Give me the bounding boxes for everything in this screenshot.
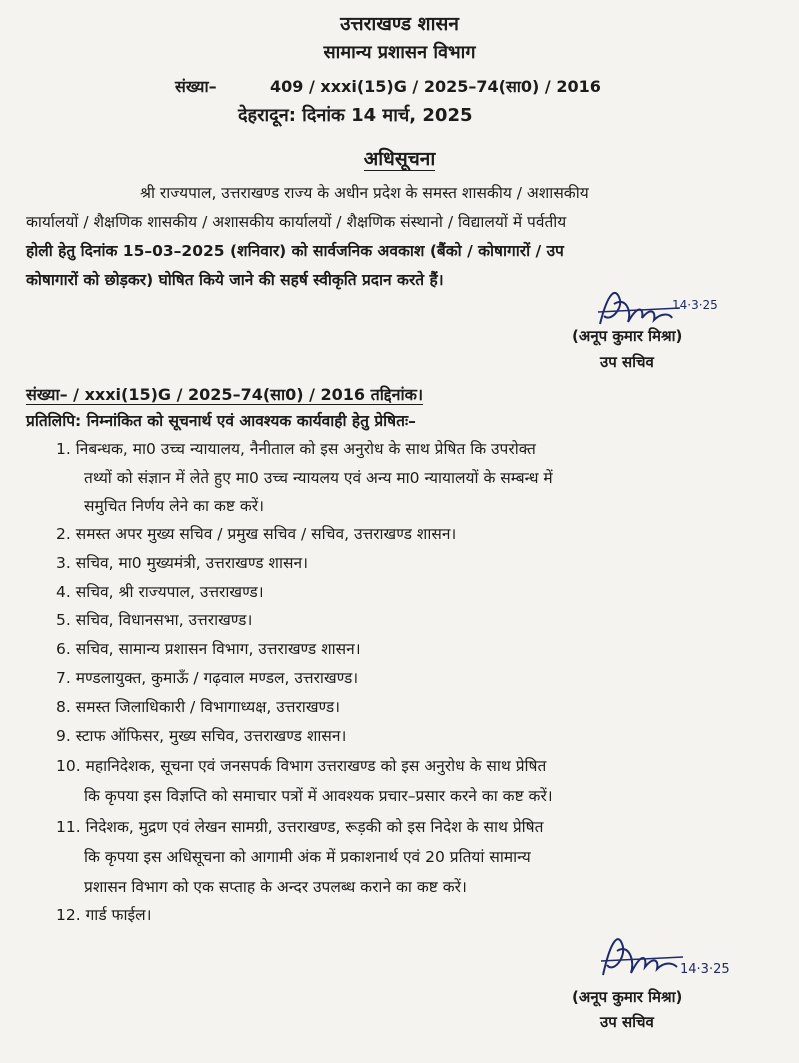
department-heading: सामान्य प्रशासन विभाग [323, 42, 476, 63]
copy-item-2: 2. समस्त अपर मुख्य सचिव / प्रमुख सचिव / सचिव, उत्तराखण्ड शासन। [56, 525, 457, 543]
copy-item-10-line-1: 10. महानिदेशक, सूचना एवं जनसपर्क विभाग उत्तराखण्ड को इस अनुरोध के साथ प्रेषित [56, 757, 547, 775]
body-line-2: कार्यालयों / शैक्षणिक शासकीय / अशासकीय कार्यालयों / शैक्षणिक संस्थानो / विद्यालयों में पर्वतीय [26, 213, 567, 231]
copy-item-1-line-1: 1. निबन्धक, मा0 उच्च न्यायालय, नैनीताल को इस अनुरोध के साथ प्रेषित कि उपरोक्त [56, 440, 536, 458]
signature-1-designation: उप सचिव [600, 353, 654, 371]
government-heading: उत्तराखण्ड शासन [340, 13, 459, 35]
copy-number-line [26, 383, 423, 405]
copy-item-4: 4. सचिव, श्री राज्यपाल, उत्तराखण्ड। [56, 583, 264, 601]
copy-item-6: 6. सचिव, सामान्य प्रशासन विभाग, उत्तराखण्ड शासन। [56, 640, 361, 658]
copy-item-12: 12. गार्ड फाईल। [56, 906, 152, 924]
body-line-1: श्री राज्यपाल, उत्तराखण्ड राज्य के अधीन प्रदेश के समस्त शासकीय / अशासकीय [140, 184, 589, 202]
copy-item-7: 7. मण्डलायुक्त, कुमाऊँ / गढ़वाल मण्डल, उत्तराखण्ड। [56, 669, 359, 687]
copy-item-1-line-2: तथ्यों को संज्ञान में लेते हुए मा0 उच्च न्यायलय एवं अन्य मा0 न्यायालयों के सम्बन्ध में [84, 469, 553, 487]
copy-item-5: 5. सचिव, विधानसभा, उत्तराखण्ड। [56, 611, 253, 629]
copy-item-11-line-1: 11. निदेशक, मुद्रण एवं लेखन सामग्री, उत्तराखण्ड, रूड़की को इस निदेश के साथ प्रेषित [56, 818, 544, 836]
number-value: 409 / xxxi(15)G / 2025–74(सा0) / 2016 [270, 77, 601, 96]
copy-item-10-line-2: कि कृपया इस विज्ञप्ति को समाचार पत्रों में आवश्यक प्रचार–प्रसार करने का कष्ट करें। [84, 787, 553, 805]
signature-1-date: 14·3·25 [672, 298, 718, 312]
copy-item-1-line-3: समुचित निर्णय लेने का कष्ट करें। [84, 497, 264, 515]
signature-1-name: (अनूप कुमार मिश्रा) [572, 327, 683, 345]
copy-item-11-line-3: प्रशासन विभाग को एक सप्ताह के अन्दर उपलब्ध कराने का कष्ट करें। [84, 878, 467, 896]
title-text: अधिसूचना [363, 148, 436, 170]
copy-number-text: संख्या– / xxxi(15)G / 2025–74(सा0) / 2016 तद्दिनांक। [26, 385, 424, 404]
copy-item-8: 8. समस्त जिलाधिकारी / विभागाध्यक्ष, उत्तराखण्ड। [56, 698, 341, 716]
body-line-3: होली हेतु दिनांक 15–03–2025 (शनिवार) को सार्वजनिक अवकाश (बैंको / कोषागारों / उप [26, 242, 564, 260]
number-label: संख्या– [175, 77, 217, 96]
body-line-4: कोषागारों को छोड़कर) घोषित किये जाने की सहर्ष स्वीकृति प्रदान करते हैं। [26, 271, 444, 289]
place-date: देहरादून: दिनांक 14 मार्च, 2025 [238, 105, 473, 126]
document-title [0, 145, 799, 171]
copy-item-9: 9. स्टाफ ऑफिसर, मुख्य सचिव, उत्तराखण्ड शासन। [56, 727, 347, 745]
copy-item-3: 3. सचिव, मा0 मुख्यमंत्री, उत्तराखण्ड शासन। [56, 554, 308, 572]
signature-2-designation: उप सचिव [600, 1013, 654, 1031]
copy-item-11-line-2: कि कृपया इस अधिसूचना को आगामी अंक में प्रकाशनार्थ एवं 20 प्रतियां सामान्य [84, 848, 531, 866]
signature-2-name: (अनूप कुमार मिश्रा) [572, 988, 683, 1006]
signature-2-date: 14·3·25 [680, 962, 730, 977]
copy-intro: प्रतिलिपि: निम्नांकित को सूचनार्थ एवं आवश्यक कार्यवाही हेतु प्रेषितः– [26, 412, 416, 430]
